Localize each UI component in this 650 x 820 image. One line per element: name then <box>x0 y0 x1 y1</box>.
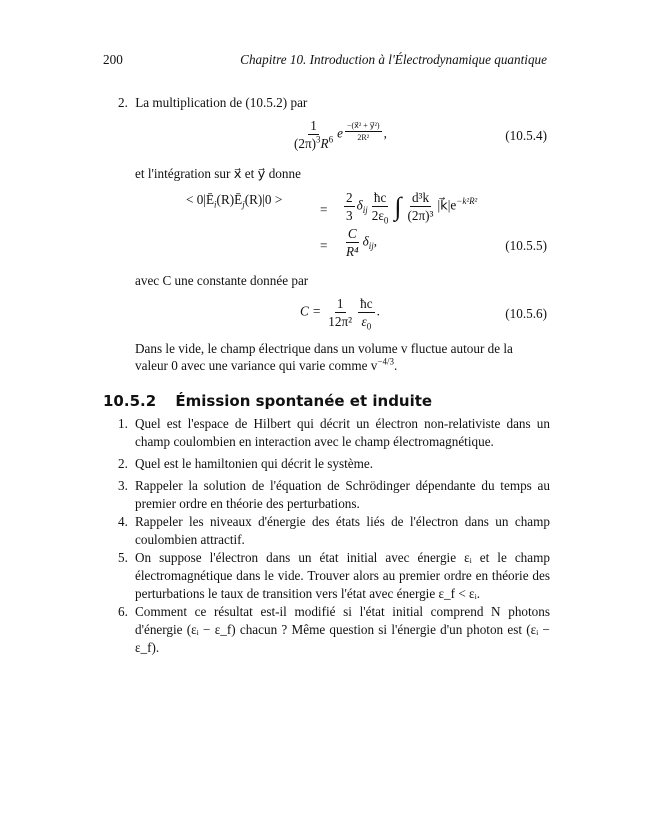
delta-2: δ <box>362 233 369 249</box>
frac-1-12pi2: $\frac{1}{\text{12π²}}$ <box>328 296 353 329</box>
eq-label-10-5-5: (10.5.5) <box>505 238 547 253</box>
exponent-numerator: −(x⃗² + y⃗²) <box>346 120 380 130</box>
question-2: 2. Quel est le hamiltonien qui décrit le système. <box>118 456 374 471</box>
page-number: 200 <box>103 52 123 67</box>
comma: , <box>373 233 378 249</box>
eq-label-10-5-4: (10.5.4) <box>505 128 547 143</box>
text-integration: et l'intégration sur x⃗ et y⃗ donne <box>135 166 301 181</box>
exponent-denominator: 2R² <box>357 132 370 142</box>
item-2-text: La multiplication de (10.5.2) par <box>135 95 308 110</box>
question-5: 5. On suppose l'électron dans un état initial avec énergie εᵢ et le champ électromagnétique dans le vide. Trouver alors au premier ordre en théorie des perturbations le taux de transition vers l'état avec énergie ε_f < εᵢ. <box>118 550 550 601</box>
frac-c-r4: $\frac{C}{\text{R⁴}}$ <box>346 226 359 259</box>
den-a: (2π) <box>294 136 317 151</box>
eq-equals-2: = <box>320 238 328 253</box>
frac-hbar-c-eps: $\frac{ħc}{\varepsilon_0}$ <box>360 296 373 332</box>
frac-2-3: $\frac{2}{3}$ <box>346 190 353 223</box>
section-title: Émission spontanée et induite <box>175 392 433 410</box>
question-3: 3. Rappeler la solution de l'équation de Schrödinger dépendante du temps au premier ordre en théorie des perturbations. <box>118 478 550 511</box>
k-exp: −k²R² <box>456 196 478 207</box>
k-term: |k⃗|e <box>437 197 457 213</box>
delta-2-sub: ij <box>368 241 374 252</box>
den-b: R <box>320 136 329 151</box>
eq-10-5-5-rhs-2 <box>342 226 377 259</box>
eq-label-10-5-6: (10.5.6) <box>505 306 547 321</box>
eq-10-5-4-numerator: 1 <box>310 118 317 133</box>
eq-10-5-4-denominator <box>292 135 335 151</box>
paragraph-vacuum-line-1: Dans le vide, le champ électrique dans un volume v fluctue autour de la <box>135 341 513 356</box>
den-exp: 3 <box>316 134 321 145</box>
eq-10-5-4-comma: , <box>383 125 387 141</box>
text-constant: avec C une constante donnée par <box>135 273 309 288</box>
exp-base: e <box>337 125 343 141</box>
eq-10-5-5-rhs-1 <box>342 190 478 226</box>
den-exp2: 6 <box>328 134 334 145</box>
equation-10-5-5-line-1 <box>186 192 282 208</box>
item-2 <box>118 95 307 111</box>
delta-sub: ij <box>362 205 368 216</box>
running-header: Chapitre 10. Introduction à l'Électrodynamique quantique <box>240 52 547 67</box>
eq-equals-1: = <box>320 202 328 217</box>
question-4: 4. Rappeler les niveaux d'énergie des états liés de l'électron dans un champ coulombien attractif. <box>118 514 550 547</box>
paragraph-vacuum-line-2: valeur 0 avec une variance qui varie comme $v^{-4/3}$. <box>135 356 398 373</box>
frac-hbar-c: $\frac{ħc}{2\varepsilon_0}$ <box>371 190 389 226</box>
delta: δ <box>356 197 363 213</box>
exponent-fraction <box>345 121 382 142</box>
integral-sign: ∫ <box>394 191 402 221</box>
period: . <box>376 303 380 319</box>
eq-lhs: < $0|Ē_i(R)Ē_j(R)|0$ > <box>186 192 283 210</box>
equation-10-5-6 <box>300 296 380 332</box>
question-1: 1. Quel est l'espace de Hilbert qui décrit un électron non-relativiste dans un champ coulombien en interaction avec le champ électromagnétique. <box>118 416 550 449</box>
eq-10-5-4-fraction <box>292 118 335 151</box>
section-number: 10.5.2 <box>103 392 157 410</box>
question-6: 6. Comment ce résultat est-il modifié si l'état initial comprend N photons d'énergie (εᵢ − ε_f) chacun ? Même question si l'énergie d'un photon est (εᵢ − ε_f). <box>118 604 550 655</box>
item-2-number: 2. <box>118 95 128 110</box>
eq-10-5-6-lhs: C = <box>300 303 321 319</box>
section-heading <box>103 392 432 410</box>
frac-d3k: $\frac{\text{d³k}}{\text{(2π)³}}$ <box>407 190 434 223</box>
equation-10-5-4 <box>290 118 387 151</box>
